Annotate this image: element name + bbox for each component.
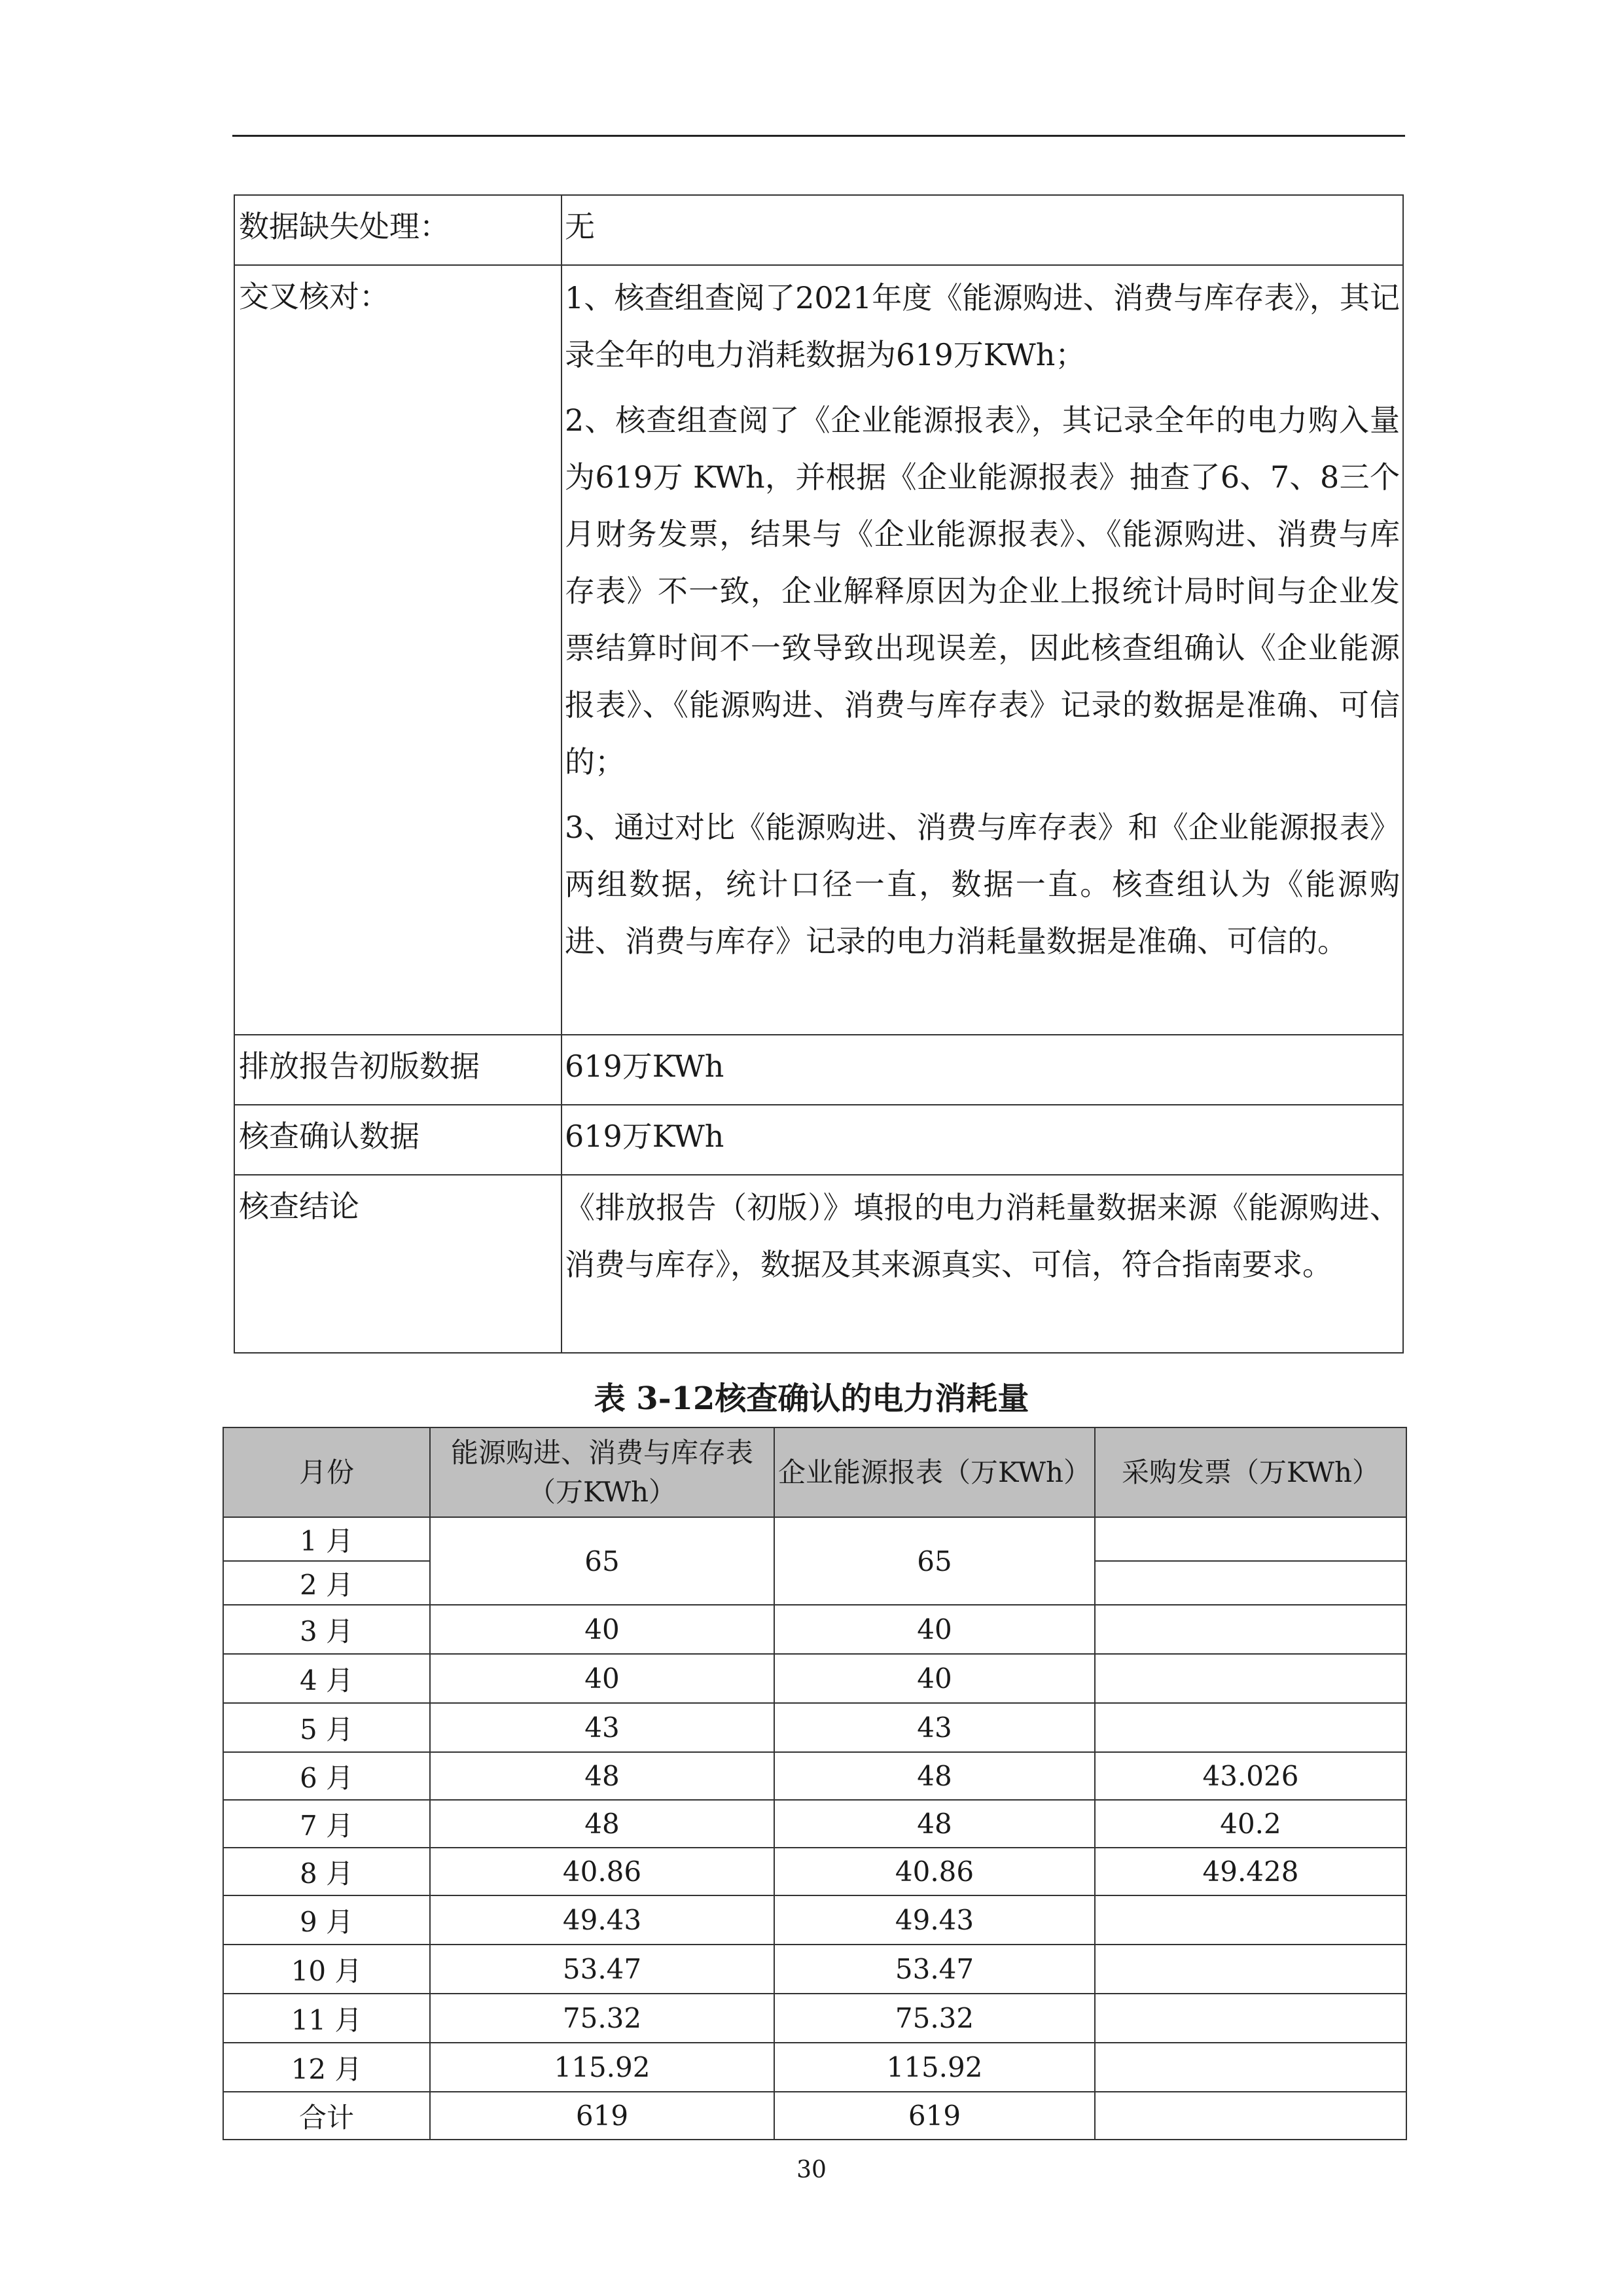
invoice-cell (1095, 1561, 1406, 1605)
table-row (223, 1517, 1406, 1561)
total-row (223, 2092, 1406, 2140)
energy-stock-cell: 65 (430, 1517, 774, 1605)
conclusion-paragraph: 《排放报告（初版）》填报的电力消耗量数据来源《能源购进、消费与库存》，数据及其来源真实、可信，符合指南要求。 (565, 1190, 1400, 1282)
row-value (562, 1035, 1403, 1105)
table-row (223, 1848, 1406, 1895)
value-text: 619万KWh (565, 1119, 724, 1154)
row-value (562, 1105, 1403, 1175)
energy-stock-cell: 115.92 (430, 2043, 774, 2092)
cross-check-paragraph-1: 1、核查组查阅了2021年度《能源购进、消费与库存表》，其记录全年的电力消耗数据为619万KWh； (565, 280, 1400, 372)
column-header-energy-stock: 能源购进、消费与库存表（万KWh） (430, 1427, 774, 1517)
month-cell: 8 月 (223, 1848, 430, 1895)
enterprise-report-cell: 43 (774, 1703, 1095, 1752)
table-row (234, 1035, 1403, 1105)
enterprise-report-cell: 48 (774, 1800, 1095, 1848)
label-text: 核查确认数据 (239, 1119, 419, 1154)
value-text: 619万KWh (565, 1049, 724, 1084)
label-text: 核查结论 (239, 1189, 359, 1224)
enterprise-report-total-cell: 619 (774, 2092, 1095, 2140)
table-row (223, 1703, 1406, 1752)
energy-stock-cell: 40.86 (430, 1848, 774, 1895)
enterprise-report-cell: 49.43 (774, 1895, 1095, 1945)
label-text: 数据缺失处理： (239, 209, 450, 244)
month-cell: 11 月 (223, 1994, 430, 2043)
enterprise-report-cell: 48 (774, 1752, 1095, 1800)
energy-stock-cell: 40 (430, 1654, 774, 1703)
verification-table (234, 194, 1404, 1354)
table-row (234, 195, 1403, 265)
month-cell: 9 月 (223, 1895, 430, 1945)
label-text: 交叉核对： (239, 279, 389, 314)
invoice-cell (1095, 1654, 1406, 1703)
enterprise-report-cell: 53.47 (774, 1945, 1095, 1994)
table-row (223, 1945, 1406, 1994)
energy-stock-cell: 48 (430, 1752, 774, 1800)
energy-stock-cell: 75.32 (430, 1994, 774, 2043)
row-label (234, 195, 562, 265)
enterprise-report-cell: 75.32 (774, 1994, 1095, 2043)
month-cell: 2 月 (223, 1561, 430, 1605)
row-value (562, 195, 1403, 265)
header-rule (232, 135, 1405, 137)
value-text: 无 (565, 209, 595, 244)
row-label (234, 1105, 562, 1175)
cross-check-paragraph-3: 3、通过对比《能源购进、消费与库存表》和《企业能源报表》两组数据，统计口径一直，数据一直。核查组认为《能源购进、消费与库存》记录的电力消耗量数据是准确、可信的。 (565, 810, 1400, 959)
row-value (562, 265, 1403, 1035)
table-row (223, 2043, 1406, 2092)
month-cell: 10 月 (223, 1945, 430, 1994)
table-row (223, 1994, 1406, 2043)
month-cell: 12 月 (223, 2043, 430, 2092)
invoice-cell (1095, 1945, 1406, 1994)
column-header-month: 月份 (223, 1427, 430, 1517)
label-text: 排放报告初版数据 (239, 1049, 480, 1084)
invoice-cell: 40.2 (1095, 1800, 1406, 1848)
row-value (562, 1175, 1403, 1353)
invoice-cell (1095, 1895, 1406, 1945)
table-row (223, 1800, 1406, 1848)
row-label (234, 265, 562, 1035)
invoice-total-cell (1095, 2092, 1406, 2140)
month-cell: 3 月 (223, 1605, 430, 1654)
invoice-cell (1095, 2043, 1406, 2092)
energy-stock-cell: 40 (430, 1605, 774, 1654)
table-row (223, 1605, 1406, 1654)
enterprise-report-cell: 40 (774, 1605, 1095, 1654)
table-row (223, 1752, 1406, 1800)
enterprise-report-cell: 65 (774, 1517, 1095, 1605)
monthly-electricity-table (223, 1427, 1407, 2140)
header-row (223, 1427, 1406, 1517)
invoice-cell: 49.428 (1095, 1848, 1406, 1895)
energy-stock-cell: 48 (430, 1800, 774, 1848)
energy-stock-cell: 49.43 (430, 1895, 774, 1945)
row-label (234, 1175, 562, 1353)
energy-stock-cell: 43 (430, 1703, 774, 1752)
month-cell: 1 月 (223, 1517, 430, 1561)
month-cell: 7 月 (223, 1800, 430, 1848)
invoice-cell (1095, 1994, 1406, 2043)
invoice-cell (1095, 1517, 1406, 1561)
table-row (234, 1105, 1403, 1175)
invoice-cell (1095, 1605, 1406, 1654)
column-header-invoice: 采购发票（万KWh） (1095, 1427, 1406, 1517)
energy-stock-total-cell: 619 (430, 2092, 774, 2140)
enterprise-report-cell: 40 (774, 1654, 1095, 1703)
column-header-enterprise-report: 企业能源报表（万KWh） (774, 1427, 1095, 1517)
page-number: 30 (796, 2157, 827, 2183)
invoice-cell (1095, 1703, 1406, 1752)
cross-check-paragraph-2: 2、核查组查阅了《企业能源报表》，其记录全年的电力购入量为619万 KWh，并根据《企业能源报表》抽查了6、7、8三个月财务发票，结果与《企业能源报表》、《能源购进、消费与库存表》不一致，企业解释原因为企业上报统计局时间与企业发票结算时间不一致导致出现误差，因此核查组确认《企业能源报表》、《能源购进、消费与库存表》记录的数据是准确、可信的； (565, 403, 1400, 780)
enterprise-report-cell: 115.92 (774, 2043, 1095, 2092)
month-cell: 4 月 (223, 1654, 430, 1703)
month-cell: 6 月 (223, 1752, 430, 1800)
table-row (234, 265, 1403, 1035)
total-label-cell: 合计 (223, 2092, 430, 2140)
table-caption: 表 3-12核查确认的电力消耗量 (594, 1380, 1029, 1417)
invoice-cell: 43.026 (1095, 1752, 1406, 1800)
row-label (234, 1035, 562, 1105)
table-row (223, 1895, 1406, 1945)
energy-stock-cell: 53.47 (430, 1945, 774, 1994)
month-cell: 5 月 (223, 1703, 430, 1752)
table-row (234, 1175, 1403, 1353)
table-row (223, 1654, 1406, 1703)
enterprise-report-cell: 40.86 (774, 1848, 1095, 1895)
